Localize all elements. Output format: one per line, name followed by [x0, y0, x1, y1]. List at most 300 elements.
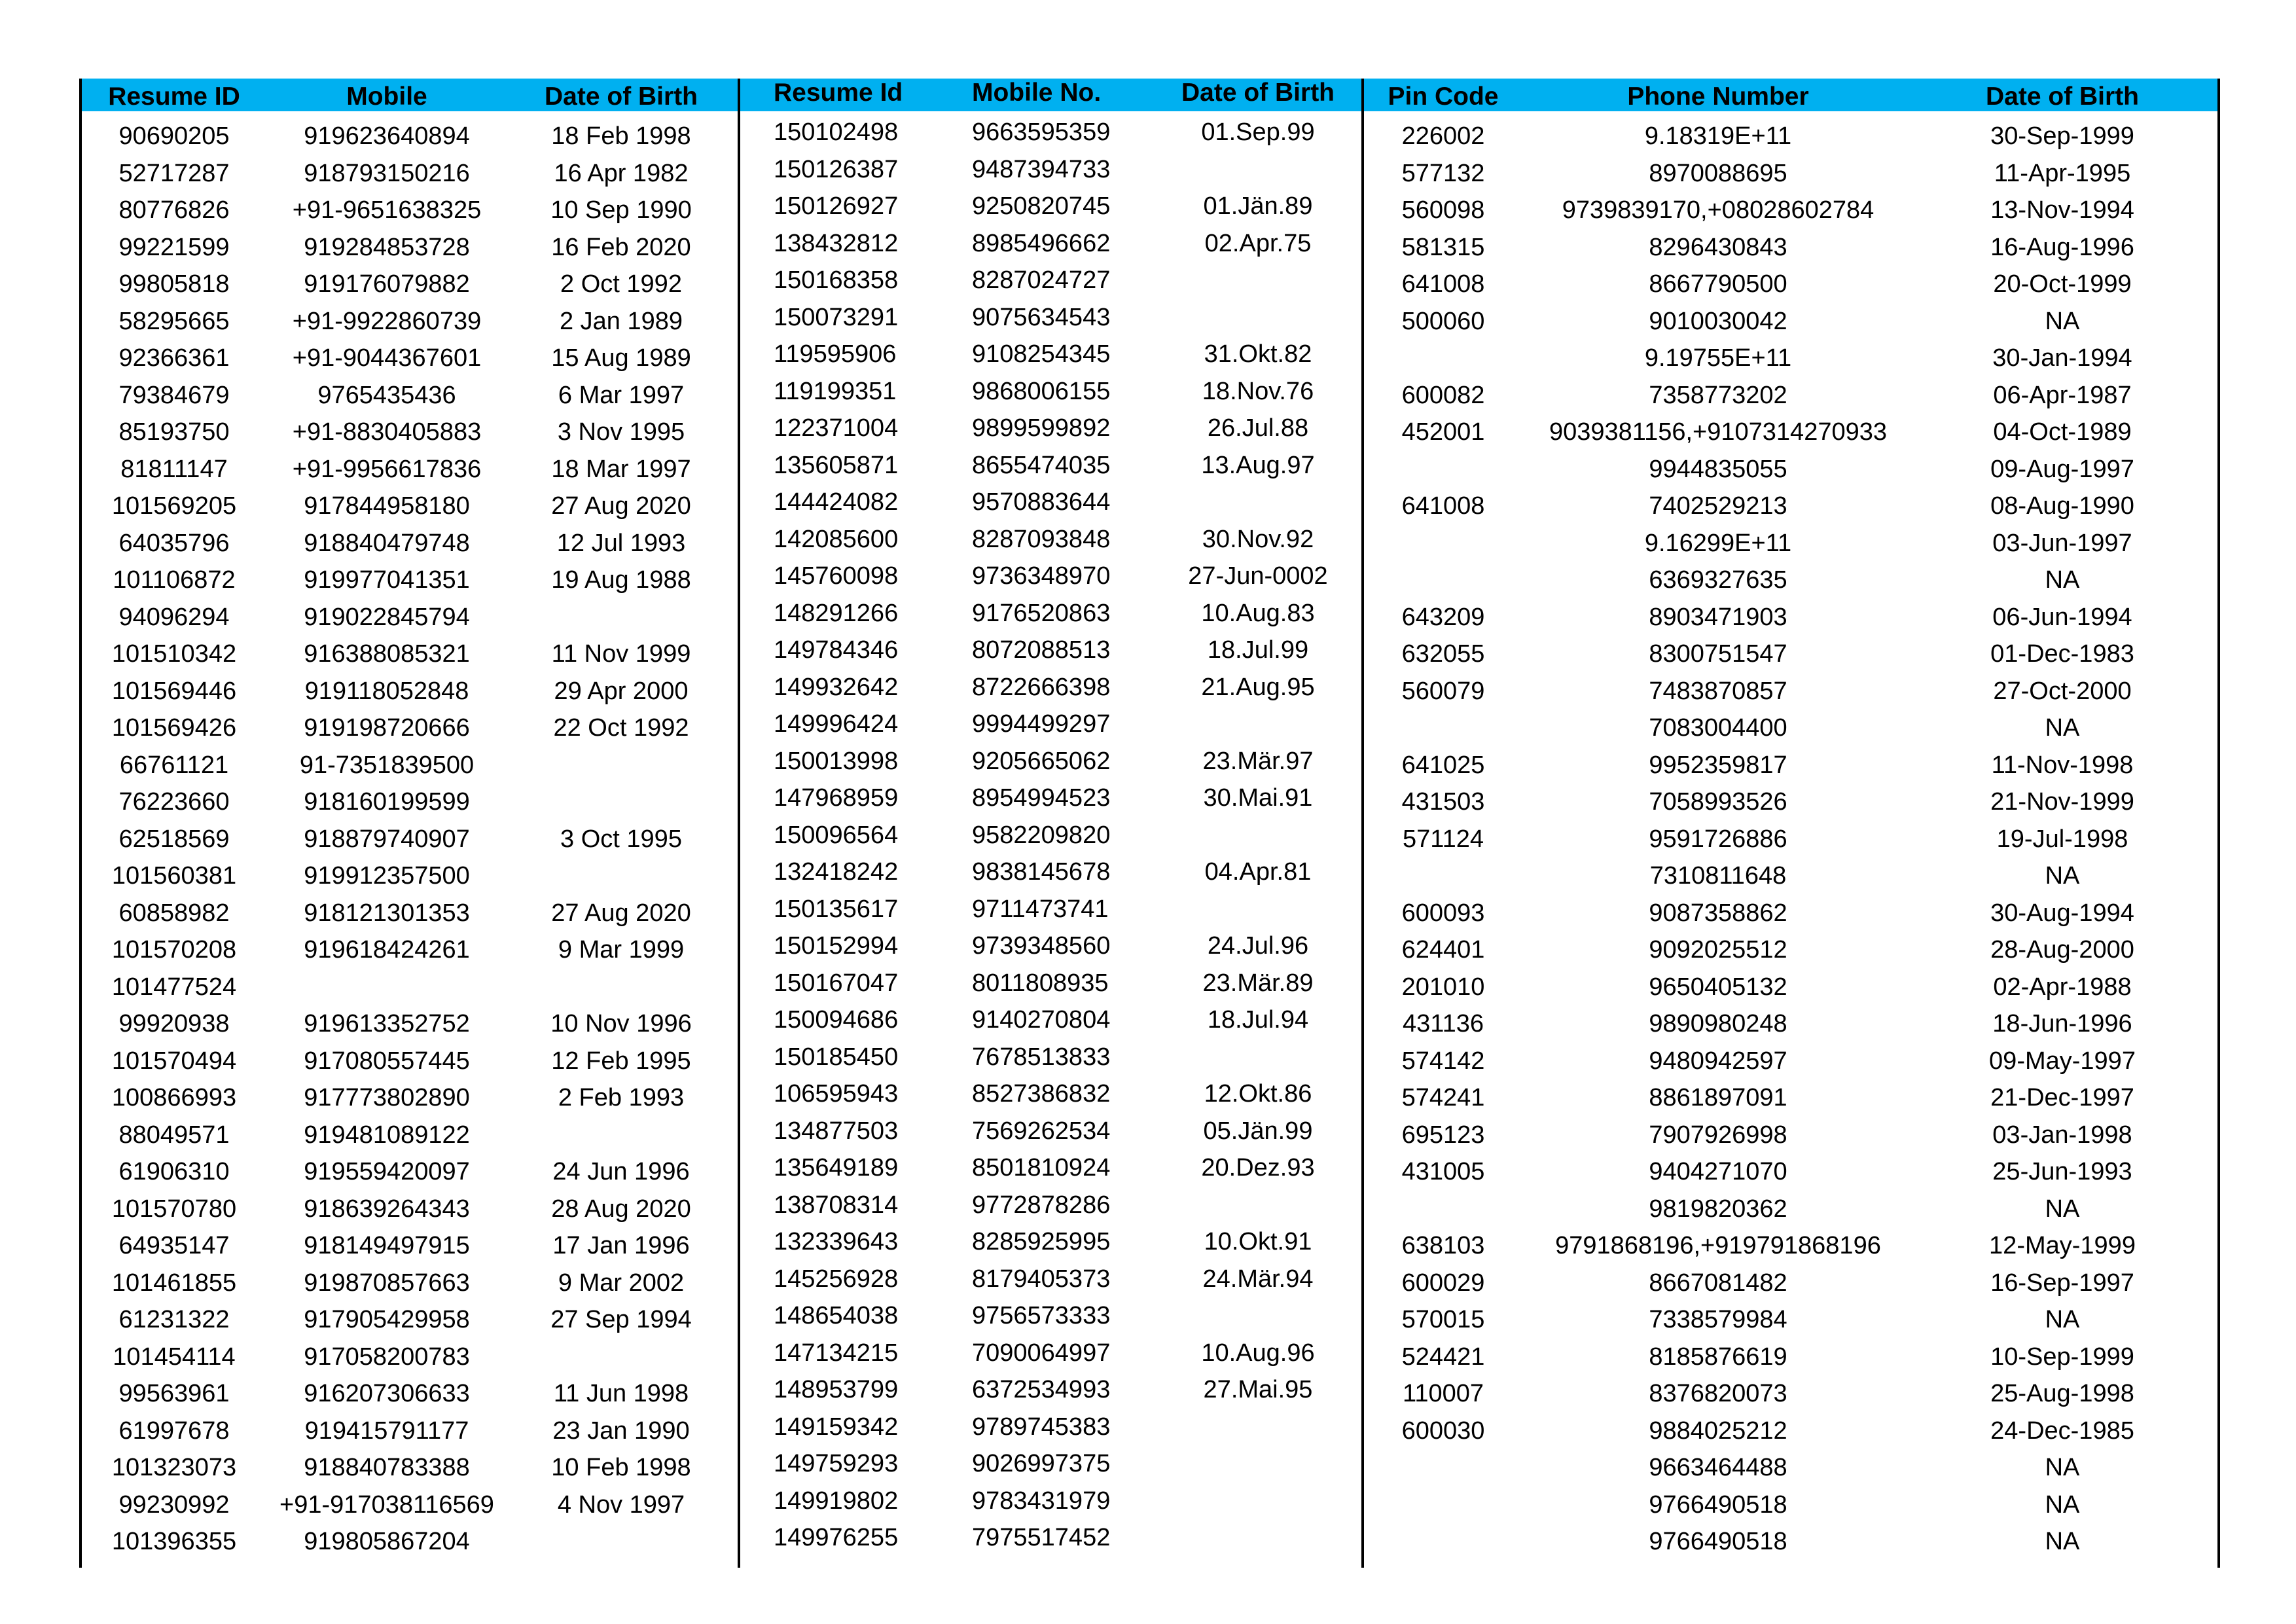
pin-code-cell — [1361, 525, 1525, 562]
resume-id-cell: 101560381 — [111, 862, 237, 890]
resume-id-cell: 101454114 — [113, 1343, 236, 1371]
resume-id-cell: 150167047 — [774, 969, 899, 997]
pin-code-cell: 600082 — [1401, 381, 1485, 409]
table-row — [738, 928, 1361, 965]
table-row — [738, 1187, 1361, 1224]
resume-id-cell: 148654038 — [774, 1302, 899, 1329]
date-of-birth-cell: 23.Mär.97 — [1202, 747, 1314, 775]
table-row — [79, 1375, 738, 1413]
table-row — [738, 1261, 1361, 1298]
date-of-birth-cell: 27 Sep 1994 — [550, 1306, 692, 1333]
date-of-birth-cell: 24 Jun 1996 — [552, 1158, 690, 1185]
table-row — [1361, 414, 2220, 451]
resume-id-cell: 135605871 — [774, 451, 899, 479]
date-of-birth-cell: 12 Feb 1995 — [551, 1047, 691, 1075]
table-row — [79, 1449, 738, 1487]
date-of-birth-cell: 04-Oct-1989 — [1993, 418, 2132, 446]
table-row — [1361, 1487, 2220, 1524]
mobile-cell: 919977041351 — [304, 566, 470, 594]
date-of-birth-cell: 03-Jun-1997 — [1992, 529, 2132, 557]
date-of-birth-cell: 11 Jun 1998 — [553, 1380, 689, 1407]
resume-id-cell: 101569205 — [111, 492, 237, 520]
table-row — [1361, 451, 2220, 488]
resume-id-cell: 149784346 — [774, 636, 899, 664]
header-mobile: Mobile — [346, 82, 427, 111]
date-of-birth-cell: 19-Jul-1998 — [1996, 825, 2128, 853]
resume-id-cell: 85193750 — [118, 418, 230, 446]
mobile-cell: 9765435436 — [317, 381, 456, 409]
mobile-no-cell: 9140270804 — [972, 1006, 1111, 1034]
mobile-no-cell: 8954994523 — [972, 784, 1111, 812]
date-of-birth-cell: NA — [2045, 307, 2080, 335]
phone-number-cell: 9591726886 — [1649, 825, 1787, 853]
mobile-no-cell: 9250820745 — [972, 192, 1111, 220]
date-of-birth-cell: 30.Nov.92 — [1202, 525, 1314, 553]
table-row — [79, 1191, 738, 1228]
date-of-birth-cell: 10-Sep-1999 — [1990, 1343, 2134, 1371]
table-row — [1361, 118, 2220, 155]
date-of-birth-cell: 29 Apr 2000 — [554, 677, 689, 705]
table-row — [738, 114, 1361, 151]
table-row — [738, 151, 1361, 189]
mobile-no-cell: 9899599892 — [972, 414, 1111, 442]
phone-number-cell: 8970088695 — [1649, 159, 1787, 187]
resume-id-cell: 101106872 — [113, 566, 236, 594]
resume-id-cell: 101510342 — [111, 640, 237, 668]
table-row — [1361, 895, 2220, 932]
resume-id-cell: 99920938 — [118, 1010, 230, 1038]
table-row — [738, 632, 1361, 669]
resume-table-3 — [1361, 79, 2220, 1568]
date-of-birth-cell: 19 Aug 1988 — [551, 566, 691, 594]
table-row — [738, 484, 1361, 521]
date-of-birth-cell: 18 Feb 1998 — [551, 122, 691, 150]
table-row — [1361, 1043, 2220, 1080]
date-of-birth-cell: 08-Aug-1990 — [1990, 492, 2134, 520]
date-of-birth-cell — [505, 747, 738, 784]
table-row — [1361, 340, 2220, 377]
date-of-birth-cell: 30-Jan-1994 — [1992, 344, 2132, 372]
table-row — [738, 891, 1361, 928]
pin-code-cell: 201010 — [1401, 973, 1485, 1001]
date-of-birth-cell: 12 Jul 1993 — [556, 529, 686, 557]
date-of-birth-cell: 30-Aug-1994 — [1990, 899, 2134, 927]
date-of-birth-cell: 20.Dez.93 — [1201, 1154, 1315, 1182]
date-of-birth-cell: 3 Oct 1995 — [560, 825, 682, 853]
date-of-birth-cell: 21-Dec-1997 — [1990, 1084, 2134, 1111]
date-of-birth-cell: 27-Oct-2000 — [1993, 677, 2132, 705]
date-of-birth-cell: 4 Nov 1997 — [557, 1490, 685, 1519]
pin-code-cell — [1361, 1191, 1525, 1228]
pin-code-cell: 600029 — [1401, 1269, 1485, 1297]
mobile-no-cell: 8072088513 — [972, 636, 1111, 664]
mobile-no-cell: 8527386832 — [972, 1080, 1111, 1108]
pin-code-cell: 600093 — [1401, 899, 1485, 927]
date-of-birth-cell: 27.Mai.95 — [1203, 1376, 1313, 1403]
resume-id-cell: 119199351 — [774, 377, 897, 405]
date-of-birth-cell: 2 Feb 1993 — [558, 1084, 685, 1111]
table-row — [738, 558, 1361, 595]
table-row — [738, 1039, 1361, 1076]
table-row — [1361, 1117, 2220, 1154]
table-row — [738, 1371, 1361, 1409]
table-row — [738, 1519, 1361, 1557]
table-row — [738, 706, 1361, 743]
resume-id-cell: 142085600 — [774, 525, 899, 553]
date-of-birth-cell: 01.Jän.89 — [1203, 192, 1313, 220]
table-row — [738, 373, 1361, 410]
date-of-birth-cell — [1163, 1409, 1353, 1446]
mobile-no-cell: 8179405373 — [972, 1265, 1111, 1293]
table-row — [1361, 969, 2220, 1006]
pin-code-cell: 500060 — [1401, 307, 1485, 335]
mobile-no-cell: 9176520863 — [972, 599, 1111, 627]
mobile-no-cell: 9026997375 — [972, 1450, 1111, 1477]
phone-number-cell: 7083004400 — [1649, 714, 1787, 742]
phone-number-cell: 9766490518 — [1649, 1528, 1787, 1555]
date-of-birth-cell: NA — [2045, 1306, 2080, 1333]
mobile-no-cell: 9487394733 — [972, 155, 1111, 183]
mobile-no-cell: 9570883644 — [972, 488, 1111, 516]
date-of-birth-cell: 13.Aug.97 — [1201, 451, 1315, 479]
table-row — [1361, 155, 2220, 192]
date-of-birth-cell: 9 Mar 1999 — [558, 936, 685, 964]
mobile-cell: 917080557445 — [304, 1047, 470, 1075]
table-row — [79, 229, 738, 266]
date-of-birth-cell: 23 Jan 1990 — [552, 1416, 690, 1445]
resume-id-cell: 149996424 — [774, 710, 899, 738]
table-row — [79, 747, 738, 784]
date-of-birth-cell — [1163, 1187, 1353, 1224]
pin-code-cell: 570015 — [1401, 1306, 1485, 1333]
date-of-birth-cell — [505, 969, 738, 1006]
resume-id-cell: 88049571 — [118, 1121, 230, 1149]
pin-code-cell: 577132 — [1401, 159, 1485, 187]
mobile-no-cell: 9108254345 — [972, 340, 1111, 368]
header-mobile-no: Mobile No. — [972, 79, 1102, 107]
phone-number-cell: 7310811648 — [1649, 862, 1787, 890]
date-of-birth-cell: 18.Nov.76 — [1202, 377, 1314, 405]
table-row — [738, 1445, 1361, 1483]
date-of-birth-cell — [505, 784, 738, 821]
table-row — [79, 1117, 738, 1154]
table-row — [1361, 599, 2220, 636]
mobile-cell: 919284853728 — [304, 233, 470, 261]
resume-id-cell: 150102498 — [774, 118, 899, 146]
date-of-birth-cell: 01.Sep.99 — [1201, 118, 1315, 146]
resume-id-cell: 101570494 — [111, 1047, 237, 1075]
mobile-no-cell: 8722666398 — [972, 673, 1111, 701]
phone-number-cell: 9819820362 — [1649, 1195, 1787, 1223]
table-row — [79, 895, 738, 932]
mobile-no-cell: 9711473741 — [972, 895, 1109, 923]
date-of-birth-cell: 10 Sep 1990 — [550, 196, 692, 224]
phone-number-cell: 9.18319E+11 — [1644, 122, 1792, 150]
date-of-birth-cell: 05.Jän.99 — [1203, 1117, 1313, 1145]
table-row — [79, 1079, 738, 1117]
table-row — [738, 595, 1361, 632]
resume-id-cell: 132418242 — [774, 858, 899, 886]
mobile-cell: 918639264343 — [304, 1195, 470, 1223]
mobile-cell: 919805867204 — [304, 1528, 470, 1555]
table-row — [1361, 1079, 2220, 1117]
date-of-birth-cell: 9 Mar 2002 — [558, 1269, 685, 1297]
pin-code-cell — [1361, 710, 1525, 747]
mobile-cell: +91-9956617836 — [292, 455, 482, 483]
table-row — [79, 562, 738, 599]
date-of-birth-cell: 13-Nov-1994 — [1990, 196, 2134, 224]
date-of-birth-cell: 16-Aug-1996 — [1990, 233, 2134, 261]
resume-id-cell: 101569446 — [111, 677, 237, 705]
date-of-birth-cell — [505, 857, 738, 895]
table-row — [1361, 747, 2220, 784]
resume-id-cell: 150135617 — [774, 895, 899, 923]
date-of-birth-cell: 03-Jan-1998 — [1992, 1121, 2132, 1149]
phone-number-cell: 9890980248 — [1649, 1010, 1787, 1038]
date-of-birth-cell: 18-Jun-1996 — [1992, 1010, 2132, 1038]
date-of-birth-cell: NA — [2045, 566, 2080, 594]
resume-id-cell: 150013998 — [774, 747, 899, 775]
resume-id-cell: 61997678 — [118, 1416, 230, 1445]
phone-number-cell: 8861897091 — [1649, 1084, 1787, 1111]
table-row — [738, 1297, 1361, 1335]
date-of-birth-cell: 12-May-1999 — [1989, 1232, 2136, 1259]
date-of-birth-cell: 18.Jul.99 — [1207, 636, 1309, 664]
date-of-birth-cell: 3 Nov 1995 — [557, 418, 685, 446]
table-row — [79, 784, 738, 821]
mobile-no-cell: 8501810924 — [972, 1154, 1111, 1182]
resume-id-cell: 61906310 — [118, 1158, 230, 1185]
mobile-cell: 916388085321 — [304, 640, 470, 668]
resume-id-cell: 148291266 — [774, 599, 899, 627]
phone-number-cell: 9766490518 — [1649, 1490, 1787, 1519]
header-date-of-birth: Date of Birth — [1181, 79, 1335, 107]
mobile-cell: 919415791177 — [304, 1416, 469, 1445]
date-of-birth-cell: 27-Jun-0002 — [1188, 562, 1328, 590]
mobile-no-cell: 8287093848 — [972, 525, 1111, 553]
date-of-birth-cell: 25-Aug-1998 — [1990, 1380, 2134, 1407]
phone-number-cell: 7402529213 — [1649, 492, 1787, 520]
resume-id-cell: 101569426 — [111, 714, 237, 742]
resume-id-cell: 149919802 — [774, 1487, 899, 1515]
phone-number-cell: 9092025512 — [1649, 936, 1787, 964]
date-of-birth-cell: 31.Okt.82 — [1204, 340, 1312, 368]
resume-id-cell: 79384679 — [118, 381, 230, 409]
mobile-no-cell: 9739348560 — [972, 932, 1111, 960]
mobile-no-cell: 7678513833 — [972, 1043, 1111, 1071]
table-row — [1361, 1301, 2220, 1339]
date-of-birth-cell: 26.Jul.88 — [1207, 414, 1309, 442]
date-of-birth-cell — [1163, 1039, 1353, 1076]
pin-code-cell: 695123 — [1401, 1121, 1485, 1149]
resume-id-cell: 145256928 — [774, 1265, 899, 1293]
header-date-of-birth: Date of Birth — [545, 82, 698, 111]
table-row — [1361, 1375, 2220, 1413]
header-resume-id: Resume ID — [108, 82, 240, 111]
mobile-no-cell: 9205665062 — [972, 747, 1111, 775]
date-of-birth-cell: 11-Nov-1998 — [1991, 751, 2134, 779]
resume-id-cell: 144424082 — [774, 488, 899, 516]
date-of-birth-cell: 12.Okt.86 — [1204, 1080, 1312, 1108]
table-row — [79, 931, 738, 969]
date-of-birth-cell: 21.Aug.95 — [1201, 673, 1315, 701]
mobile-cell: +91-9651638325 — [292, 196, 482, 224]
table-row — [738, 1223, 1361, 1261]
resume-id-cell: 99221599 — [118, 233, 230, 261]
table-row — [79, 1487, 738, 1524]
table-row — [79, 377, 738, 414]
resume-id-cell: 62518569 — [118, 825, 230, 853]
date-of-birth-cell: 02-Apr-1988 — [1993, 973, 2132, 1001]
date-of-birth-cell: 27 Aug 2020 — [551, 899, 691, 927]
mobile-no-cell: 8287024727 — [972, 266, 1111, 294]
mobile-cell: 919623640894 — [304, 122, 470, 150]
mobile-cell: 919481089122 — [304, 1121, 470, 1149]
pin-code-cell: 226002 — [1401, 122, 1485, 150]
table-row — [79, 1227, 738, 1265]
phone-number-cell: 8667790500 — [1649, 270, 1787, 298]
table-row — [79, 414, 738, 451]
resume-id-cell: 99230992 — [118, 1490, 230, 1519]
table-row — [79, 1301, 738, 1339]
pin-code-cell: 638103 — [1401, 1232, 1485, 1259]
mobile-cell: 918840479748 — [304, 529, 470, 557]
resume-id-cell: 138432812 — [774, 229, 899, 257]
table-row — [1361, 1339, 2220, 1376]
date-of-birth-cell — [505, 599, 738, 636]
table-row — [738, 817, 1361, 854]
table-row — [1361, 857, 2220, 895]
pin-code-cell — [1361, 1449, 1525, 1487]
pin-code-cell: 560079 — [1401, 677, 1485, 705]
table-row — [79, 636, 738, 673]
resume-id-cell: 101570208 — [111, 936, 237, 964]
date-of-birth-cell — [1163, 1519, 1353, 1557]
date-of-birth-cell — [1163, 1445, 1353, 1483]
table-row — [1361, 1265, 2220, 1302]
mobile-cell: 919613352752 — [304, 1010, 470, 1038]
mobile-no-cell: 9663595359 — [972, 118, 1111, 146]
table-row — [1361, 488, 2220, 525]
mobile-cell: 919870857663 — [304, 1269, 470, 1297]
date-of-birth-cell: NA — [2045, 1528, 2080, 1555]
mobile-no-cell: 9582209820 — [972, 821, 1111, 849]
resume-table-2 — [738, 79, 1361, 1568]
table-row — [1361, 1005, 2220, 1043]
date-of-birth-cell: 28-Aug-2000 — [1990, 936, 2134, 964]
resume-id-cell: 101461855 — [111, 1269, 237, 1297]
resume-id-cell: 150185450 — [774, 1043, 899, 1071]
resume-id-cell: 147134215 — [774, 1339, 899, 1367]
pin-code-cell: 643209 — [1401, 603, 1485, 631]
table-row — [1361, 562, 2220, 599]
table-row — [738, 780, 1361, 817]
date-of-birth-cell: 16-Sep-1997 — [1990, 1269, 2134, 1297]
resume-id-cell: 94096294 — [118, 603, 230, 631]
mobile-no-cell: 8285925995 — [972, 1228, 1111, 1255]
pin-code-cell: 600030 — [1401, 1416, 1485, 1445]
resume-id-cell: 101396355 — [111, 1528, 237, 1555]
table-row — [1361, 636, 2220, 673]
pin-code-cell: 431005 — [1401, 1158, 1485, 1185]
mobile-no-cell: 9868006155 — [972, 377, 1111, 405]
resume-id-cell: 80776826 — [118, 196, 230, 224]
phone-number-cell: 7338579984 — [1649, 1306, 1787, 1333]
date-of-birth-cell — [1163, 1297, 1353, 1335]
resume-id-cell: 145760098 — [774, 562, 899, 590]
table-row — [1361, 303, 2220, 340]
resume-id-cell: 81811147 — [120, 455, 228, 483]
table-row — [79, 1043, 738, 1080]
table-row — [1361, 1413, 2220, 1450]
header-resume-id: Resume Id — [774, 79, 903, 107]
pin-code-cell: 624401 — [1401, 936, 1485, 964]
date-of-birth-cell: 16 Feb 2020 — [551, 233, 691, 261]
table-row — [79, 710, 738, 747]
mobile-no-cell: 9772878286 — [972, 1191, 1111, 1219]
date-of-birth-cell: 21-Nov-1999 — [1990, 788, 2134, 816]
date-of-birth-cell: 18 Mar 1997 — [551, 455, 691, 483]
date-of-birth-cell — [505, 1117, 738, 1154]
table-row — [1361, 525, 2220, 562]
pin-code-cell: 574241 — [1401, 1084, 1485, 1111]
resume-id-cell: 150126387 — [774, 155, 899, 183]
table-row — [79, 1413, 738, 1450]
table-row — [79, 821, 738, 858]
table-row — [79, 340, 738, 377]
resume-id-cell: 150126927 — [774, 192, 899, 220]
mobile-cell: 918149497915 — [304, 1232, 470, 1259]
phone-number-cell: 9663464488 — [1649, 1454, 1787, 1481]
table-row — [79, 1523, 738, 1561]
table-row — [738, 1149, 1361, 1187]
date-of-birth-cell: 30-Sep-1999 — [1990, 122, 2134, 150]
table-row — [738, 336, 1361, 373]
pin-code-cell: 641008 — [1401, 270, 1485, 298]
table-row — [738, 1113, 1361, 1150]
date-of-birth-cell: 28 Aug 2020 — [551, 1195, 691, 1223]
phone-number-cell: 9.19755E+11 — [1644, 344, 1792, 372]
resume-id-cell: 99805818 — [118, 270, 230, 298]
phone-number-cell: 9944835055 — [1649, 455, 1787, 483]
table-row — [1361, 1523, 2220, 1561]
date-of-birth-cell: 04.Apr.81 — [1204, 858, 1312, 886]
mobile-no-cell: 9736348970 — [972, 562, 1111, 590]
phone-number-cell: 9.16299E+11 — [1644, 529, 1792, 557]
phone-number-cell: 6369327635 — [1649, 566, 1787, 594]
date-of-birth-cell: 02.Apr.75 — [1204, 229, 1312, 257]
pin-code-cell: 431136 — [1403, 1010, 1484, 1038]
table-row — [738, 521, 1361, 558]
table-row — [738, 1335, 1361, 1372]
date-of-birth-cell: 24.Mär.94 — [1202, 1265, 1314, 1293]
date-of-birth-cell: 10 Nov 1996 — [550, 1010, 692, 1038]
table-row — [1361, 1191, 2220, 1228]
table-row — [79, 673, 738, 710]
table-row — [738, 965, 1361, 1002]
table-row — [79, 525, 738, 562]
mobile-cell: 917905429958 — [304, 1306, 470, 1333]
mobile-cell: 919912357500 — [304, 862, 470, 890]
resume-id-cell: 101570780 — [111, 1195, 237, 1223]
mobile-no-cell: 8655474035 — [972, 451, 1111, 479]
mobile-no-cell: 9789745383 — [972, 1413, 1111, 1441]
date-of-birth-cell: 11-Apr-1995 — [1994, 159, 2131, 187]
resume-id-cell: 92366361 — [118, 344, 230, 372]
date-of-birth-cell: 15 Aug 1989 — [551, 344, 691, 372]
mobile-cell: 91-7351839500 — [299, 751, 475, 779]
table-row — [738, 669, 1361, 706]
